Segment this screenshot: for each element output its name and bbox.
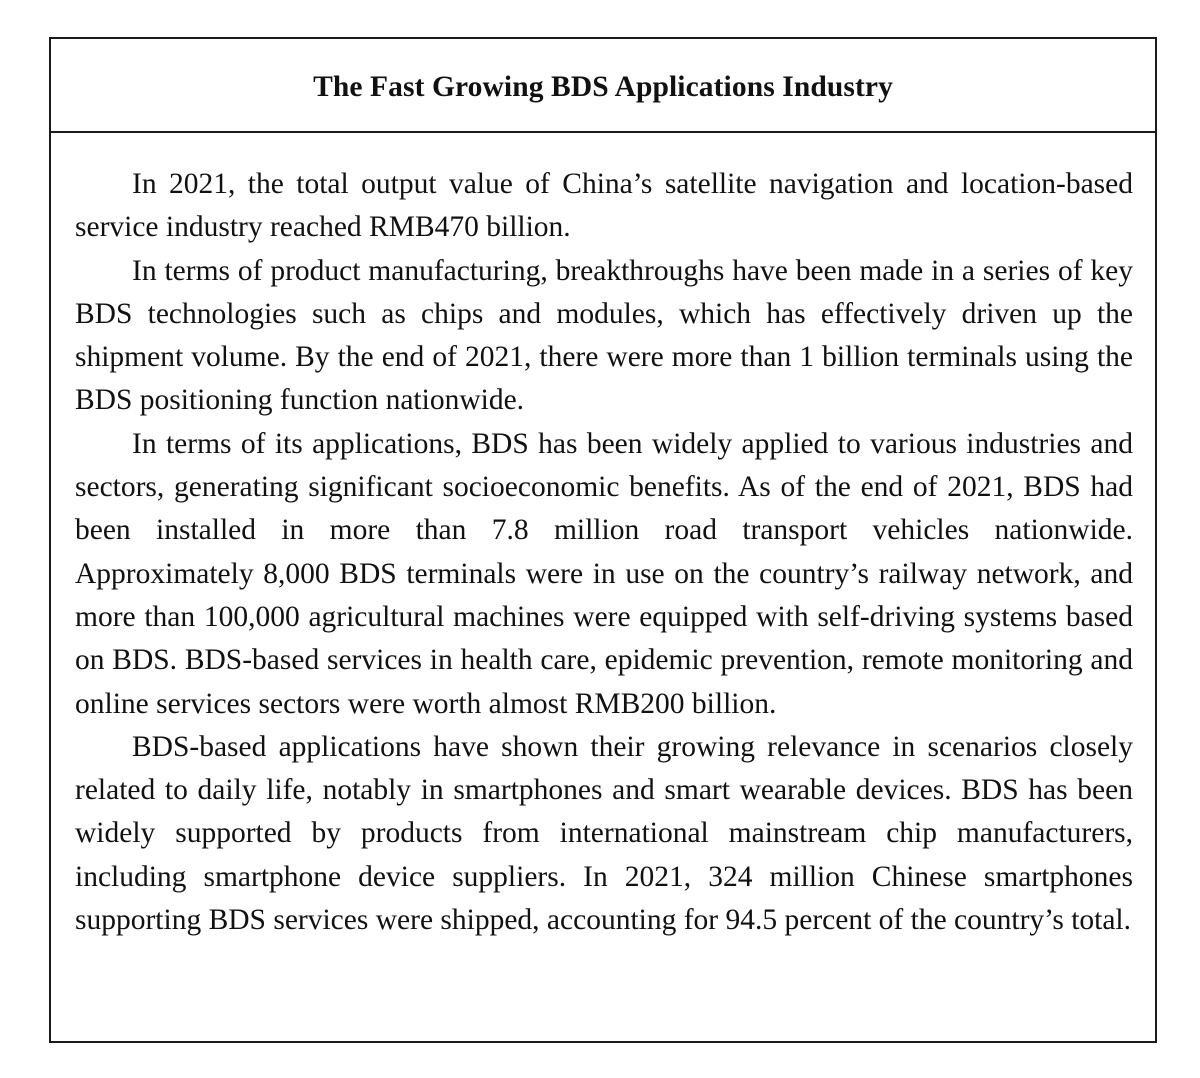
paragraph-output-value: In 2021, the total output value of China’s satellite navigation and location-based service industry reached RMB470 billion. [75, 168, 1133, 244]
text-box [49, 37, 1157, 1043]
box-title: The Fast Growing BDS Applications Industry [313, 70, 893, 103]
paragraph-product-manufacturing: In terms of product manufacturing, breakthroughs have been made in a series of key BDS technologies such as chips and modules, which has effectively driven up the shipment volume. By the end of 2021, there were more than 1 billion terminals using the BDS positioning function nationwide. [75, 254, 1133, 417]
box-header [51, 39, 1155, 133]
box-body [51, 133, 1155, 942]
paragraph-applications: In terms of its applications, BDS has been widely applied to various industries and sectors, generating significant socioeconomic benefits. As of the end of 2021, BDS had been installed in more than 7.8 million road transport vehicles nationwide. Approximately 8,000 BDS terminals were in use on the country’s railway network, and more than 100,000 agricultural machines were equipped with self-driving systems based on BDS. BDS-based services in health care, epidemic prevention, remote monitoring and online services sectors were worth almost RMB200 billion. [75, 427, 1133, 720]
paragraph-daily-life: BDS-based applications have shown their growing relevance in scenarios closely related to daily life, notably in smartphones and smart wearable devices. BDS has been widely supported by products from international mainstream chip manufacturers, including smartphone device suppliers. In 2021, 324 million Chinese smartphones supporting BDS services were shipped, accounting for 94.5 percent of the country’s total. [75, 730, 1133, 937]
